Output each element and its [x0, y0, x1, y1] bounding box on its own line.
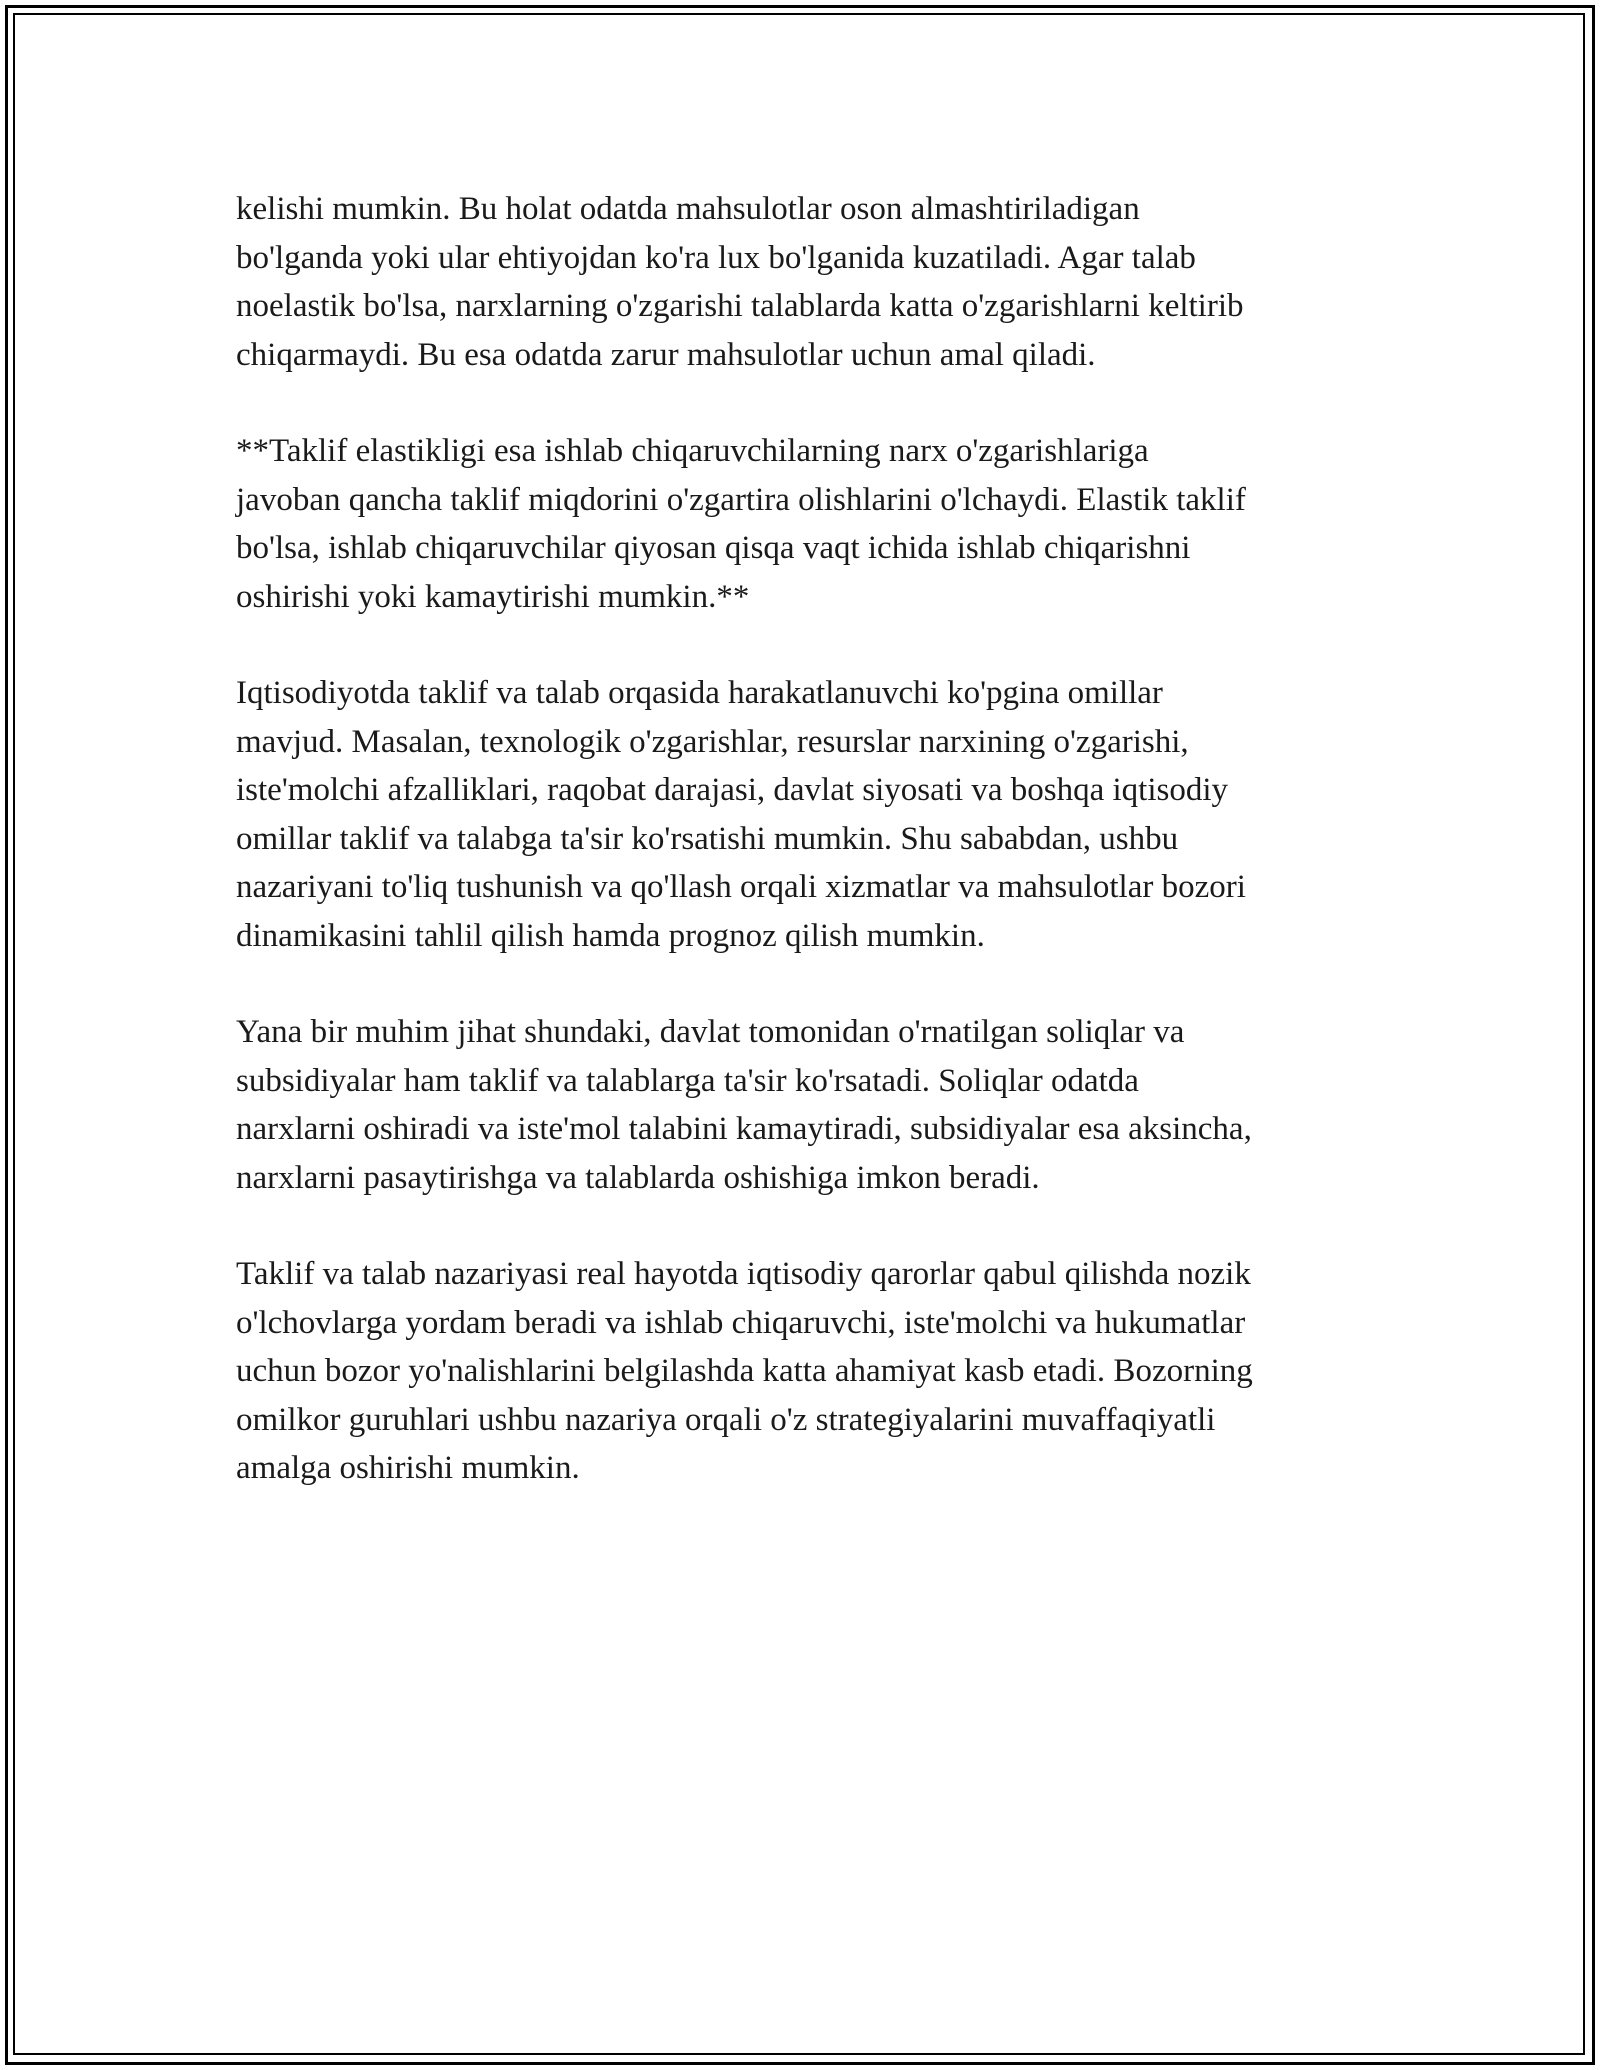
paragraph-demand-elasticity: kelishi mumkin. Bu holat odatda mahsulotlar oson almashtiriladigan bo'lganda yoki ular ehtiyojdan ko'ra lux bo'lganida kuzatiladi. Agar talab noelastik bo'lsa, narxlarning o'zgarishi talablarda katta o'zgarishlarni keltirib chiqarmaydi. Bu esa odatda zarur mahsulotlar uchun amal qiladi. — [236, 191, 1244, 373]
paragraph-conclusion: Taklif va talab nazariyasi real hayotda iqtisodiy qarorlar qabul qilishda nozik o'lchovlarga yordam beradi va ishlab chiqaruvchi, iste'molchi va hukumatlar uchun bozor yo'nalishlarini belgilashda katta ahamiyat kasb etadi. Bozorning omilkor guruhlari ushbu nazariya orqali o'z strategiyalarini muvaffaqiyatli amalga oshirishi mumkin. — [236, 1256, 1253, 1486]
paragraph-taxes-subsidies: Yana bir muhim jihat shundaki, davlat tomonidan o'rnatilgan soliqlar va subsidiyalar ham taklif va talablarga ta'sir ko'rsatadi. Soliqlar odatda narxlarni oshiradi va iste'mol talabini kamaytiradi, subsidiyalar esa aksincha, narxlarni pasaytirishga va talablarda oshishiga imkon beradi. — [236, 1014, 1252, 1196]
document-body — [236, 185, 1376, 1541]
paragraph-supply-elasticity: **Taklif elastikligi esa ishlab chiqaruvchilarning narx o'zgarishlariga javoban qancha taklif miqdorini o'zgartira olishlarini o'lchaydi. Elastik taklif bo'lsa, ishlab chiqaruvchilar qiyosan qisqa vaqt ichida ishlab chiqarishni oshirishi yoki kamaytirishi mumkin.** — [236, 433, 1246, 615]
paragraph-economic-factors: Iqtisodiyotda taklif va talab orqasida harakatlanuvchi ko'pgina omillar mavjud. Masalan, texnologik o'zgarishlar, resurslar narxining o'zgarishi, iste'molchi afzalliklari, raqobat darajasi, davlat siyosati va boshqa iqtisodiy omillar taklif va talabga ta'sir ko'rsatishi mumkin. Shu sababdan, ushbu nazariyani to'liq tushunish va qo'llash orqali xizmatlar va mahsulotlar bozori dinamikasini tahlil qilish hamda prognoz qilish mumkin. — [236, 675, 1246, 954]
